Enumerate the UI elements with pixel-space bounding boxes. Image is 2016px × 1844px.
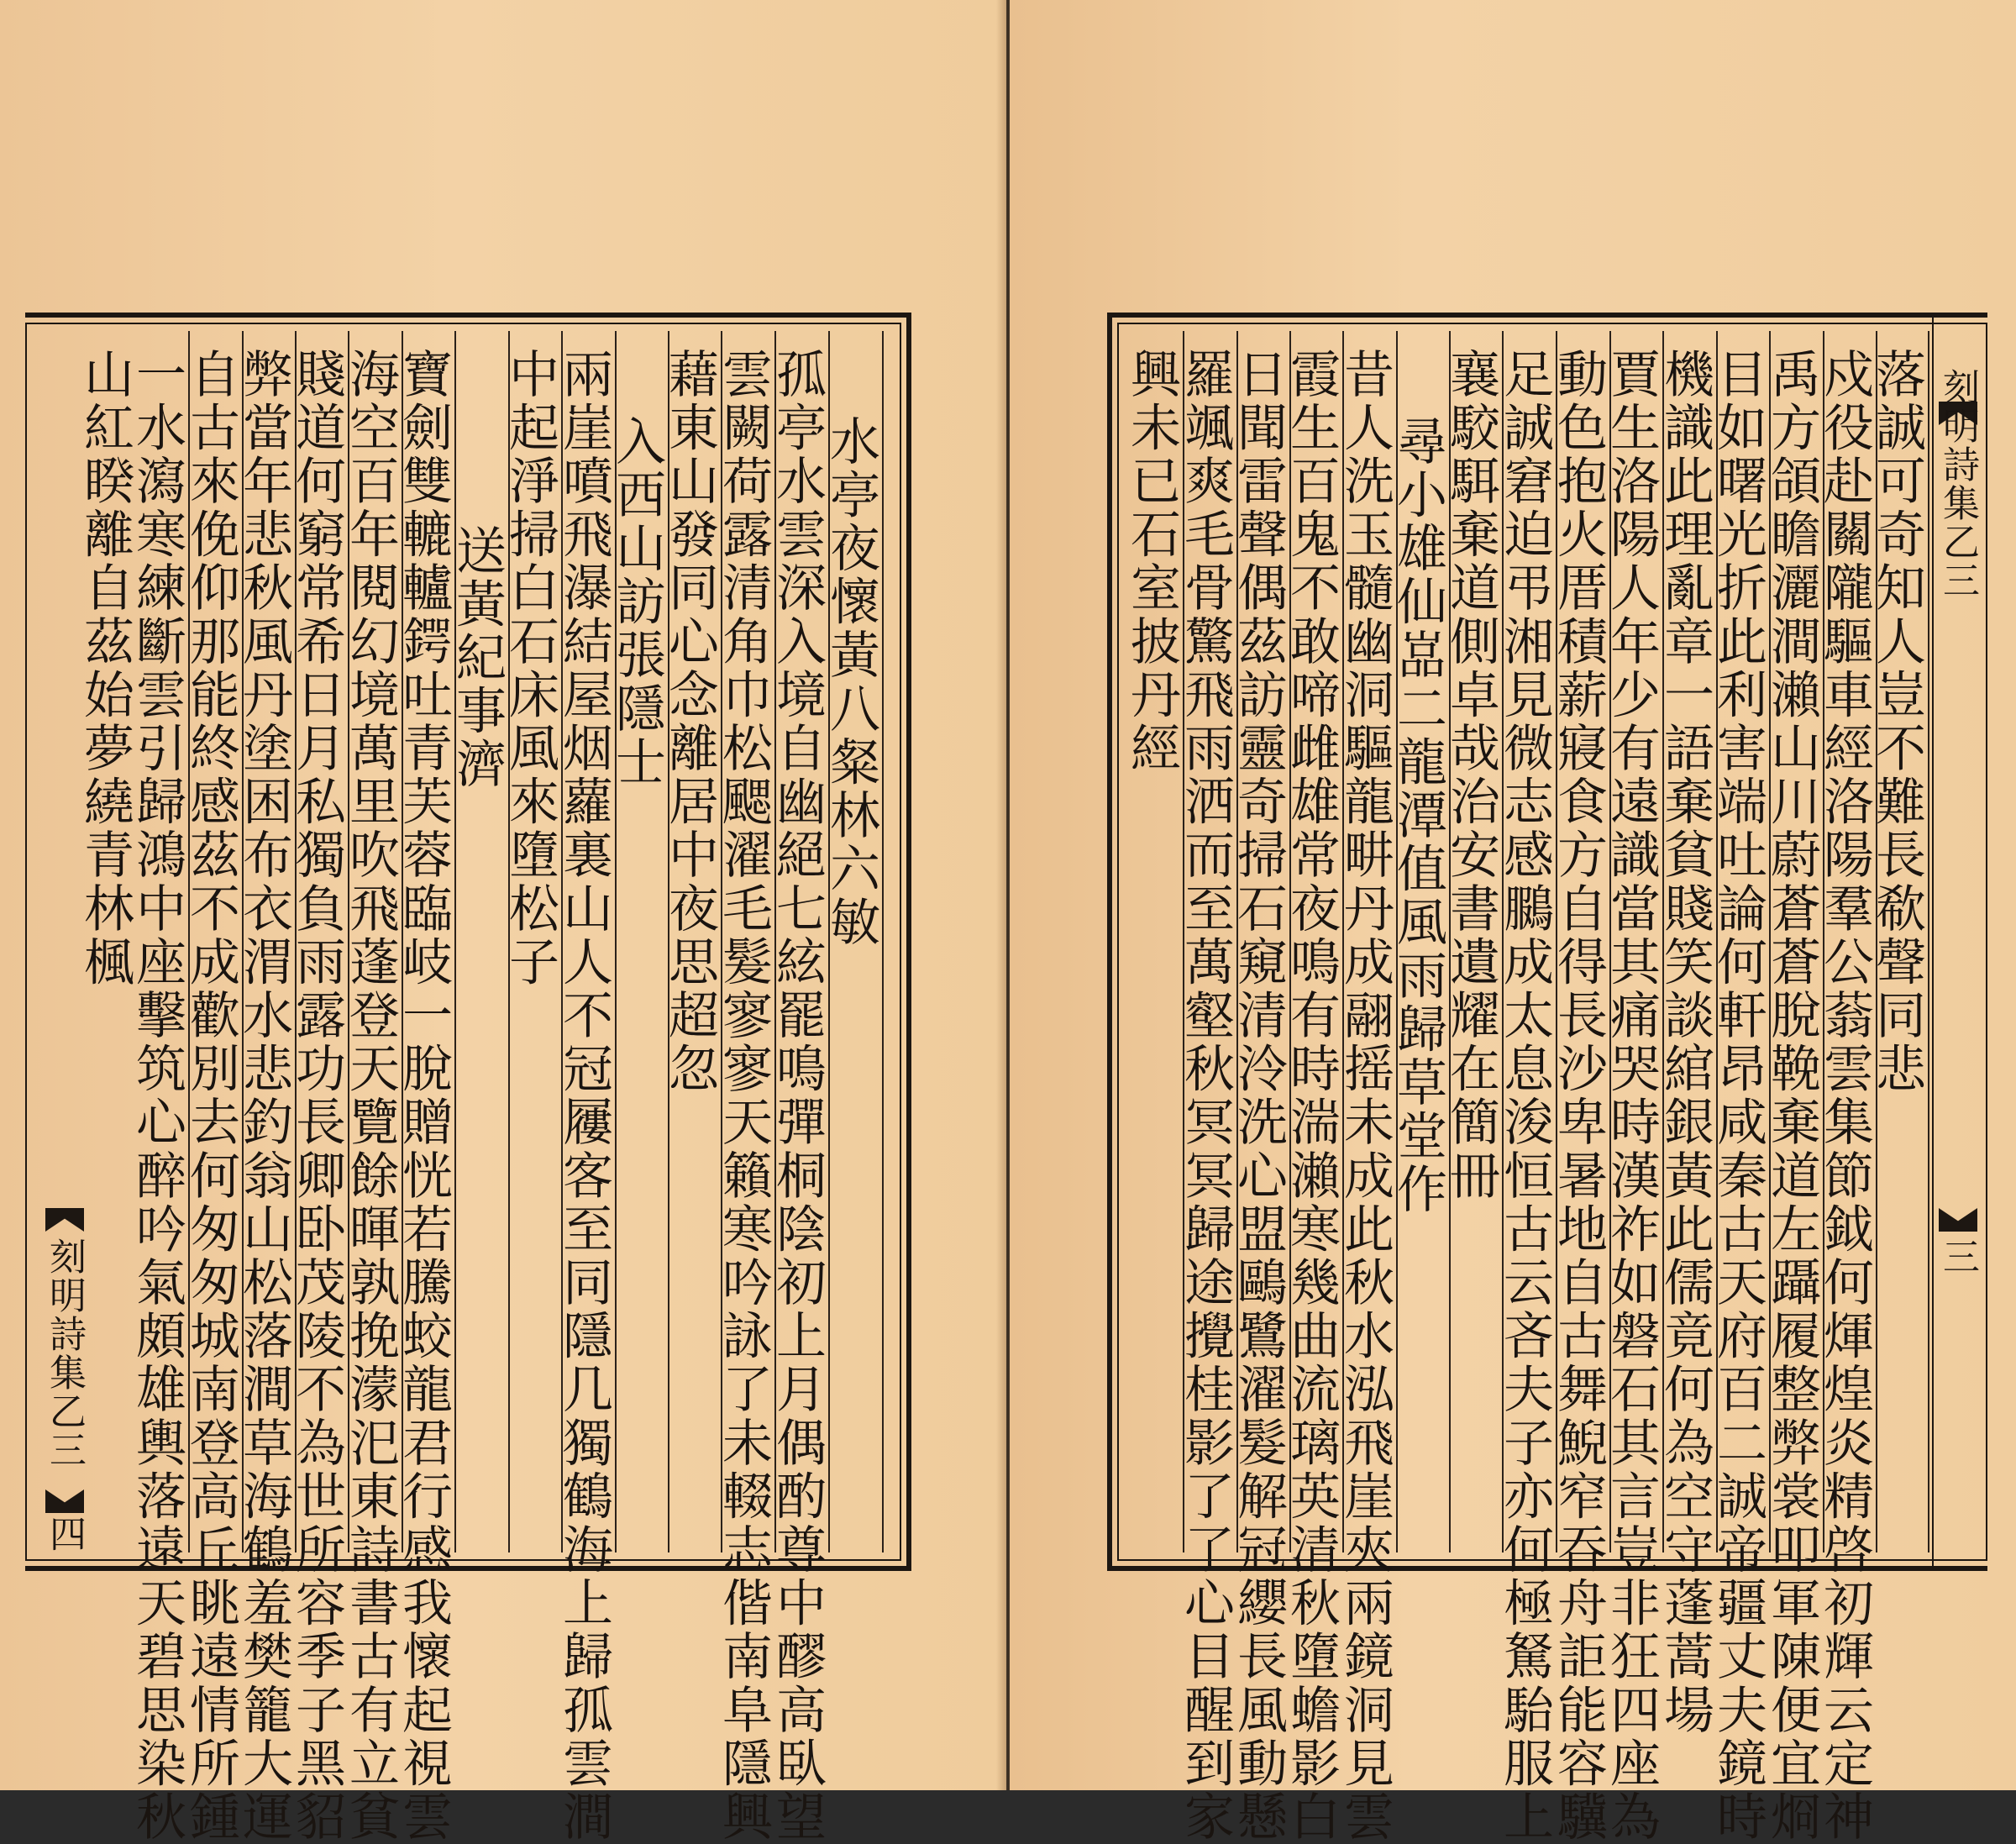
- right-page: [1010, 0, 2016, 1844]
- left-col-4: 入西山訪張隱士: [617, 331, 669, 1552]
- left-col-2: 雲闕荷露清角巾松颸濯毛髮寥寥天籟寒吟詠了未輟志偕南阜隱興: [722, 331, 776, 1552]
- right-col-7: 足誠窘迫弔湘見微志感鵩成太息浚恒古云吝夫子亦何極駑駘服上: [1504, 331, 1557, 1552]
- left-col-14: 山紅睽離自茲始夢繞青林楓: [76, 348, 134, 990]
- right-col-9: 尋小雄仙嵓二龍潭值風雨歸草堂作: [1398, 331, 1451, 1552]
- right-strip-folio: 三: [1936, 1237, 1979, 1276]
- left-col-6: 中起淨掃白石床風來墮松子: [510, 331, 563, 1552]
- right-col-1: 戍役赴關隴驅車經洛陽羣公蓊雲集節鉞何煇煌炎精啓初輝云定神: [1824, 331, 1877, 1552]
- right-strip-title: 刻明詩集乙三: [1936, 368, 1979, 600]
- right-col-14: 興未已石室披丹經: [1129, 331, 1184, 1552]
- left-fishtail-top: [45, 1208, 84, 1232]
- right-col-13: 羅颯爽毛骨驚飛雨洒而至萬壑秋冥冥歸途攪桂影了了心目醒到家: [1184, 331, 1238, 1552]
- right-col-12: 日聞雷聲偶茲訪靈奇掃石窺清泠洗心盟鷗鷺濯髮解冠纓長風動懸: [1238, 331, 1291, 1552]
- left-col-3: 藉東山發同心念離居中夜思超忽: [669, 331, 722, 1552]
- left-fishtail-bottom: [45, 1489, 84, 1513]
- right-col-10: 昔人洗玉髓幽洞驅龍畊丹成翮摇未成此秋水泓飛崖夾兩鏡洞見雲: [1344, 331, 1398, 1552]
- right-center-strip: [1932, 318, 1981, 1566]
- right-col-6: 動色抱火厝積薪寢食方自得長沙卑暑地自古舞鯢窄吞舟詎能容驥: [1557, 331, 1611, 1552]
- right-col-4: 機識此理亂章一語棄貧賤笑談綰銀黃此儒竟何為空守蓬蒿場: [1664, 331, 1718, 1552]
- left-col-12: 自古來俛仰那能終感茲不成歡別去何匆匆城南登高丘眺遠情所鍾: [190, 331, 244, 1552]
- left-page: [0, 0, 1006, 1844]
- left-col-5: 兩崖噴飛瀑結屋烟蘿裏山人不冠屨客至同隱几獨鶴海上歸孤雲澗: [563, 331, 617, 1552]
- right-col-2: 禹方頜瞻灑澗瀨山川蔚蒼蒼脫鞔棄道左躡履整弊裳叩軍陳便宜烱: [1771, 331, 1824, 1552]
- left-col-1: 孤亭水雲深入境自幽絕七絃罷鳴彈桐陰初上月偶酌尊中醪高臥望: [776, 331, 830, 1552]
- left-strip-title: 刻明詩集乙三: [43, 1237, 86, 1469]
- left-col-13: 一水瀉寒練斷雲引歸鴻中座擊筑心醉吟氣頗雄輿落遠天碧思染秋: [136, 331, 190, 1552]
- right-col-5: 賈生洛陽人年少有遠識當其痛哭時漢祚如磐石其言豈非狂四座為: [1611, 331, 1664, 1552]
- left-text-frame: [25, 313, 911, 1844]
- left-col-0: 水亭夜懷黃八粲林六敏: [830, 331, 884, 1552]
- right-col-8: 襄駮駬棄道側卓哉治安書遺耀在簡冊: [1451, 331, 1504, 1552]
- right-fishtail-bottom: [1939, 1208, 1977, 1232]
- left-col-7: 送黃紀事濟: [456, 331, 510, 1552]
- right-col-0: 落誠可奇知人豈不難長欷聲同悲: [1877, 331, 1929, 1552]
- left-col-9: 海空百年閱幻境萬里吹飛蓬登天覽餘暉孰挽濛汜東詩書古有立貧: [349, 331, 403, 1552]
- left-col-10: 賤道何窮常希日月私獨負雨露功長卿卧茂陵不為世所容季子黑貂: [297, 331, 349, 1552]
- left-col-11: 弊當年悲秋風丹塗困布衣渭水悲釣翁山松落澗草海鶴羞樊籠大運: [244, 331, 297, 1552]
- left-strip-folio: 四: [43, 1515, 86, 1553]
- right-col-3: 目如曙光折此利害端吐論何軒昂咸秦古天府百二誠帝疆丈夫鏡時: [1718, 331, 1771, 1552]
- right-col-11: 霞生百鬼不敢啼雌雄常夜鳴有時湍瀨寒幾曲流璃英清秋墮蟾影白: [1291, 331, 1344, 1552]
- left-col-8: 寶劍雙轆轤鍔吐青芙蓉臨岐一脫贈恍若騰蛟龍君行感我懷起視雲: [403, 331, 456, 1552]
- right-text-frame: [1107, 313, 1987, 1844]
